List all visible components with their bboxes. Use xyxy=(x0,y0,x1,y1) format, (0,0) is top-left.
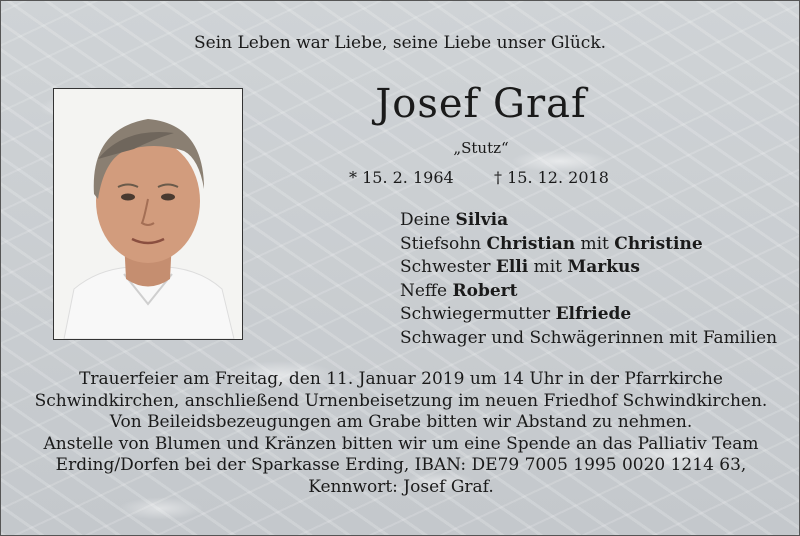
funeral-line: Kennwort: Josef Graf. xyxy=(308,476,494,497)
funeral-line: Von Beileidsbezeugungen am Grabe bitten wir Abstand zu nehmen. xyxy=(109,412,693,433)
mourner-line: Stiefsohn Christian mit Christine xyxy=(400,233,703,254)
mourner-line: Neffe Robert xyxy=(400,280,518,301)
portrait-photo xyxy=(53,88,243,340)
funeral-line: Trauerfeier am Freitag, den 11. Januar 2019 um 14 Uhr in der Pfarrkirche xyxy=(79,369,723,389)
funeral-details xyxy=(1,369,800,499)
mourner-line: Schwiegermutter Elfriede xyxy=(400,304,632,325)
deceased-name: Josef Graf xyxy=(375,81,587,127)
mourner-line: Deine Silvia xyxy=(400,210,509,230)
portrait-illustration xyxy=(54,89,242,339)
funeral-line: Erding/Dorfen bei der Sparkasse Erding, IBAN: DE79 7005 1995 0020 1214 63, xyxy=(55,455,747,476)
mourners-list xyxy=(400,209,777,351)
mourner-line: Schwester Elli mit Markus xyxy=(400,257,640,278)
funeral-line: Schwindkirchen, anschließend Urnenbeisetzung im neuen Friedhof Schwindkirchen. xyxy=(34,390,768,411)
death-date: † 15. 12. 2018 xyxy=(494,168,609,187)
nickname: „Stutz“ xyxy=(453,139,509,157)
mourner-line: Schwager und Schwägerinnen mit Familien xyxy=(400,327,778,348)
funeral-line: Anstelle von Blumen und Kränzen bitten wir um eine Spende an das Palliativ Team xyxy=(43,433,759,454)
birth-date: * 15. 2. 1964 xyxy=(349,168,454,187)
motto: Sein Leben war Liebe, seine Liebe unser Glück. xyxy=(193,33,607,53)
